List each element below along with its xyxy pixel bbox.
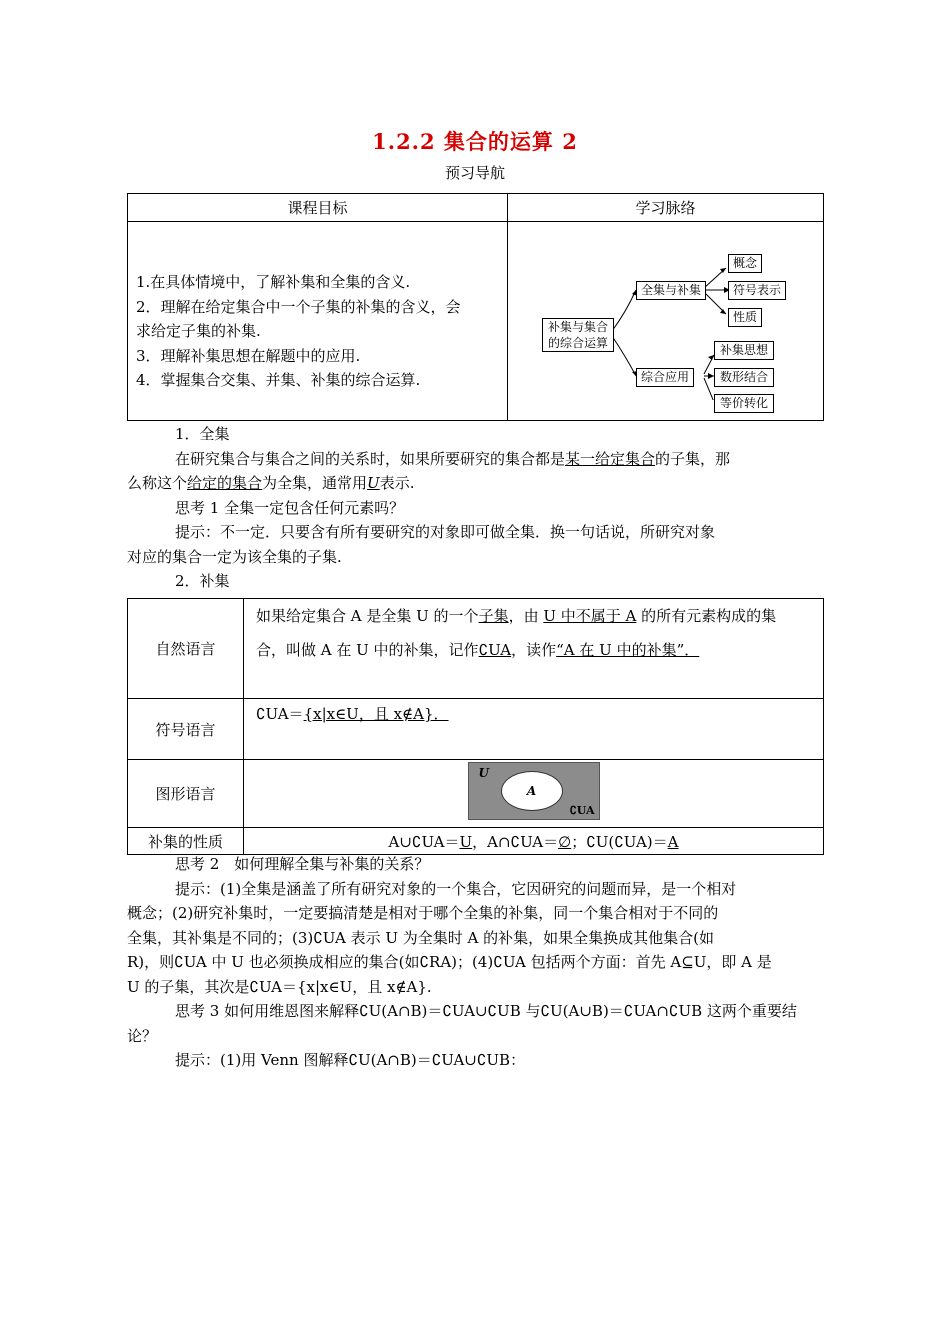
property-content: A∪∁UA＝U，A∩∁UA＝∅；∁U(∁UA)＝A [244, 828, 824, 855]
goal-line: 4．掌握集合交集、并集、补集的综合运算. [136, 371, 421, 389]
paragraph-line: 么称这个给定的集合为全集，通常用U表示. [127, 474, 415, 492]
complement-table [127, 598, 824, 855]
leaf-node: 补集思想 [714, 341, 774, 360]
section-1 [127, 422, 824, 594]
section-subtitle: 预习导航 [444, 164, 505, 182]
page-title: 1.2.2 集合的运算 2 [372, 129, 578, 154]
leaf-node: 符号表示 [728, 281, 786, 300]
hint-line: R)，则∁UA 中 U 也必须换成相应的集合(如∁RA)；(4)∁UA 包括两个方面：首先 A⊆U，即 A 是 [127, 953, 772, 971]
goal-line: 2．理解在给定集合中一个子集的补集的含义，会 [136, 297, 461, 316]
think-question: 思考 2 如何理解全集与补集的关系？ [175, 855, 430, 873]
section-3 [127, 852, 824, 1073]
outline-header: 学习脉络 [508, 194, 824, 222]
heading-complement: 2．补集 [175, 572, 230, 590]
branch-node: 全集与补集 [636, 281, 706, 300]
branch-node: 综合应用 [636, 368, 694, 387]
venn-diagram [468, 762, 600, 820]
set-a-ellipse: A [501, 771, 563, 811]
universal-set-label: U [478, 766, 489, 780]
hint-line: 提示：不一定．只要含有所有要研究的对象即可做全集．换一句话说，所研究对象 [175, 523, 716, 541]
hint-line: 提示：(1)全集是涵盖了所有研究对象的一个集合，它因研究的问题而异，是一个相对 [175, 879, 737, 898]
think-question: 论？ [127, 1026, 158, 1045]
goal-line: 求给定子集的补集. [136, 322, 261, 340]
property-label: 补集的性质 [128, 828, 244, 855]
root-node: 补集与集合 的综合运算 [542, 318, 614, 352]
complement-label: ∁UA [569, 804, 595, 817]
hint-line: 提示：(1)用 Venn 图解释∁U(A∩B)＝∁UA∪∁UB： [175, 1051, 526, 1069]
hint-line: 全集，其补集是不同的；(3)∁UA 表示 U 为全集时 A 的补集，如果全集换成其他集合(如 [127, 928, 714, 947]
think-question: 思考 1 全集一定包含任何元素吗？ [175, 498, 405, 517]
natural-language-content: 如果给定集合 A 是全集 U 的一个子集，由 U 中不属于 A 的所有元素构成的集 合，叫做 A 在 U 中的补集，记作∁UA，读作“A 在 U 中的补集”． [244, 599, 824, 699]
symbol-language-label: 符号语言 [128, 699, 244, 760]
leaf-node: 数形结合 [714, 368, 774, 387]
paragraph-line: 在研究集合与集合之间的关系时，如果所要研究的集合都是某一给定集合的子集，那 [175, 449, 731, 468]
leaf-node: 概念 [728, 254, 762, 273]
goal-line: 3．理解补集思想在解题中的应用. [136, 346, 361, 365]
natural-language-label: 自然语言 [128, 599, 244, 699]
goals-header: 课程目标 [128, 194, 508, 222]
goals-cell [128, 222, 508, 421]
hint-line: U 的子集，其次是∁UA＝{x|x∈U，且 x∉A}. [127, 977, 432, 996]
graphic-language-label: 图形语言 [128, 760, 244, 828]
leaf-node: 等价转化 [714, 394, 774, 413]
hint-line: 对应的集合一定为该全集的子集. [127, 547, 342, 566]
heading-universal-set: 1．全集 [175, 425, 230, 443]
overview-table [127, 193, 824, 421]
outline-cell [508, 222, 824, 421]
concept-map [508, 222, 823, 410]
leaf-node: 性质 [728, 308, 762, 327]
think-question: 思考 3 如何用维恩图来解释∁U(A∩B)＝∁UA∪∁UB 与∁U(A∪B)＝∁UA∩∁UB 这两个重要结 [175, 1002, 797, 1020]
hint-line: 概念；(2)研究补集时，一定要搞清楚是相对于哪个全集的补集，同一个集合相对于不同的 [127, 904, 719, 922]
symbol-language-content: ∁UA＝{x|x∈U，且 x∉A}． [244, 699, 824, 760]
graphic-language-content [244, 760, 824, 828]
goal-line: 1.在具体情境中，了解补集和全集的含义. [136, 273, 411, 291]
